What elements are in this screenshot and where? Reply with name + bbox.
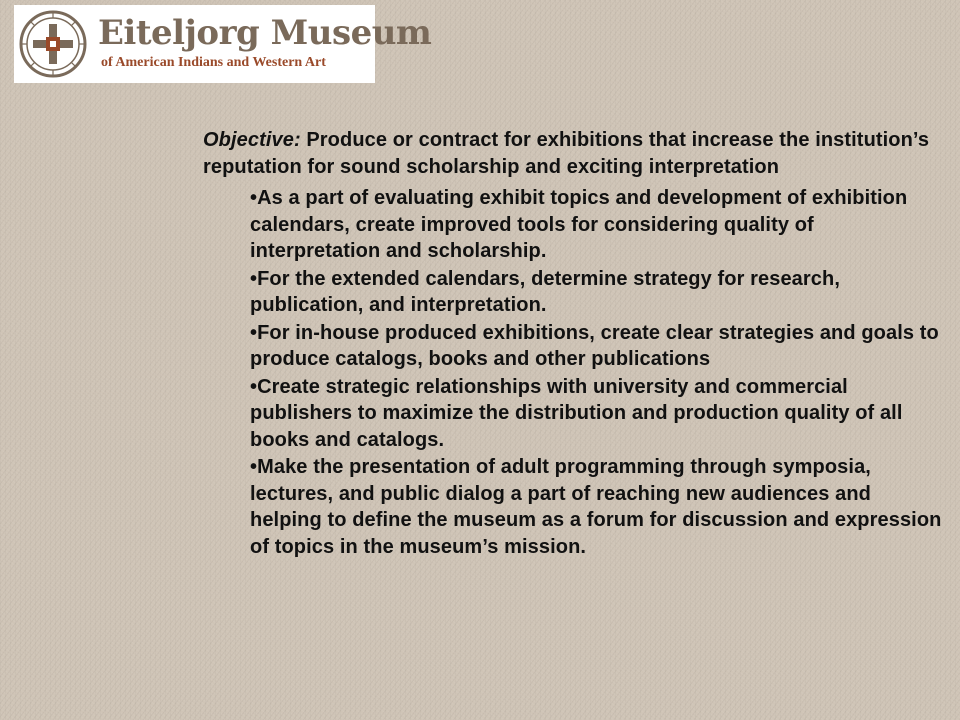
slide-content [203, 127, 943, 561]
bullet-item: •For in-house produced exhibitions, create clear strategies and goals to produce catalogs, books and other publications [250, 321, 939, 370]
objective-text: Produce or contract for exhibitions that increase the institution’s reputation for sound scholarship and exciting interpretation [203, 129, 930, 178]
bullet-item: •For the extended calendars, determine strategy for research, publication, and interpretation. [250, 267, 840, 316]
bullet-item: •Create strategic relationships with university and commercial publishers to maximize the distribution and production quality of all books and catalogs. [250, 375, 903, 451]
museum-logo [14, 5, 432, 83]
museum-seal-icon [19, 10, 87, 78]
objective-paragraph [203, 127, 943, 180]
bullet-item: •Make the presentation of adult programming through symposia, lectures, and public dialog a part of reaching new audiences and helping to define the museum as a forum for discussion and expression of topics in the museum’s mission. [250, 456, 942, 558]
bullet-list [203, 185, 943, 560]
logo-subtitle: of American Indians and Western Art [101, 55, 326, 70]
bullet-item: •As a part of evaluating exhibit topics and development of exhibition calendars, create improved tools for considering quality of interpretation and scholarship. [250, 187, 908, 262]
logo-title: Eiteljorg Museum [98, 13, 432, 53]
objective-label: Objective: [203, 129, 301, 151]
